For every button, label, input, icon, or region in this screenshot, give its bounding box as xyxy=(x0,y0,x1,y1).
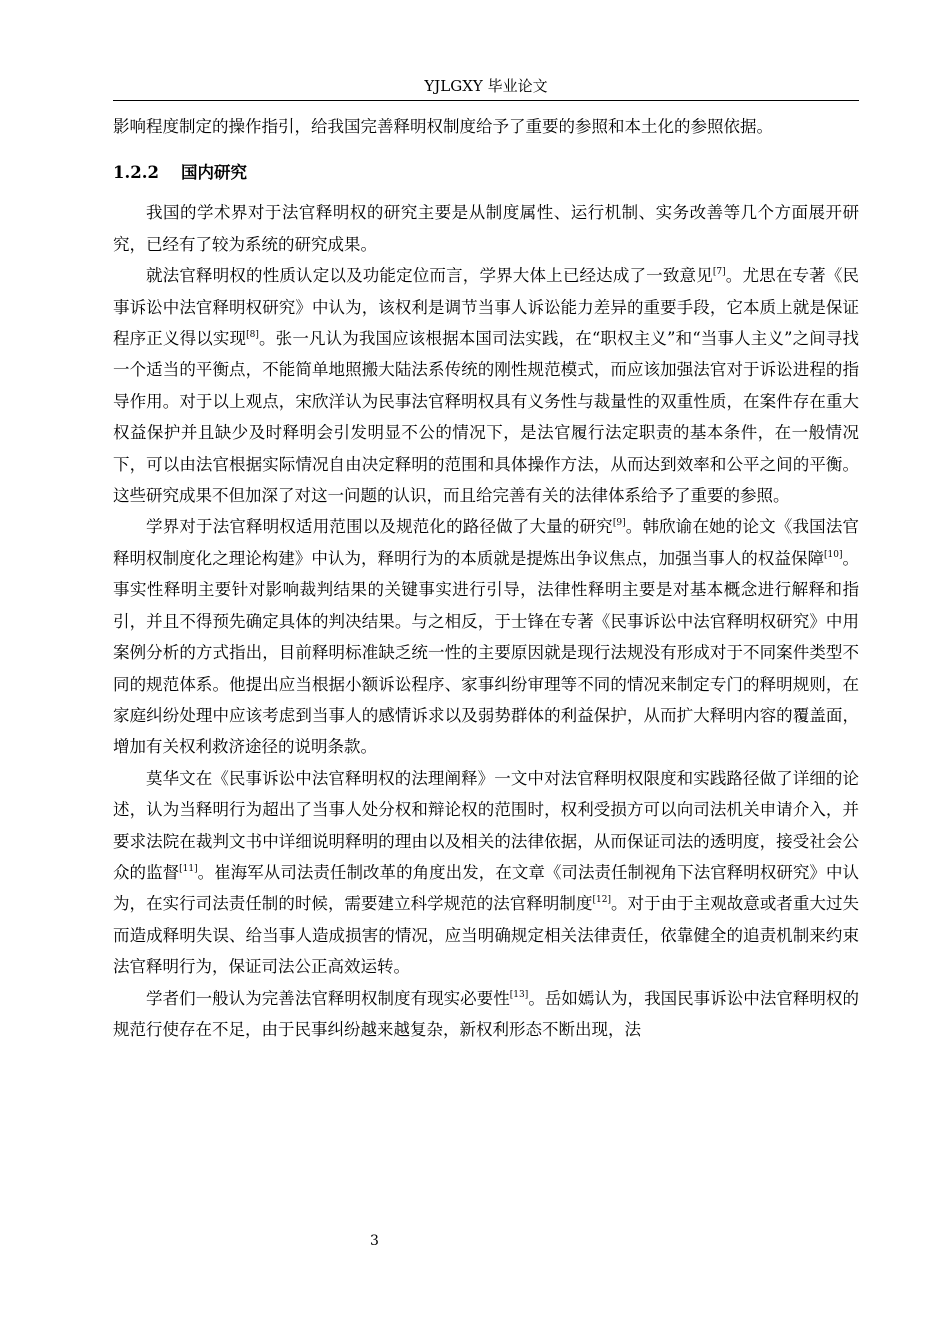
section-title: 国内研究 xyxy=(180,163,247,183)
header-rule xyxy=(113,100,859,101)
page-number: 3 xyxy=(370,1233,379,1249)
paragraph-limits: 莫华文在《民事诉讼中法官释明权的法理阐释》一文中对法官释明权限度和实践路径做了详细的论述，认为当释明行为超出了当事人处分权和辩论权的范围时，权利受损方可以向司法机关申请介入，并要求法院在裁判文书中详细说明释明的理由以及相关的法律依据，从而保证司法的透明度，接受社会公众的监督[11]。崔海军从司法责任制改革的角度出发，在文章《司法责任制视角下法官释明权研究》中认为，在实行司法责任制的时候，需要建立科学规范的法官释明制度[12]。对于由于主观故意或者重大过失而造成释明失误、给当事人造成损害的情况，应当明确规定相关法律责任，依靠健全的追责机制来约束法官释明行为，保证司法公正高效运转。 xyxy=(113,768,860,977)
section-number: 1.2.2 xyxy=(113,163,159,183)
paragraph-overview: 我国的学术界对于法官释明权的研究主要是从制度属性、运行机制、实务改善等几个方面展开研究，已经有了较为系统的研究成果。 xyxy=(113,203,859,254)
paragraph-necessity: 学者们一般认为完善法官释明权制度有现实必要性[13]。岳如嫣认为，我国民事诉讼中法官释明权的规范行使存在不足，由于民事纠纷越来越复杂，新权利形态不断出现，法 xyxy=(113,988,860,1039)
section-heading xyxy=(113,142,859,197)
paragraph-continued: 影响程度制定的操作指引，给我国完善释明权制度给予了重要的参照和本土化的参照依据。 xyxy=(113,117,773,136)
citation-ref: [13] xyxy=(509,989,529,1000)
citation-ref: [7] xyxy=(712,267,726,278)
citation-ref: [11] xyxy=(179,863,198,874)
paragraph-nature: 就法官释明权的性质认定以及功能定位而言，学界大体上已经达成了一致意见[7]。尤思在专著《民事诉讼中法官释明权研究》中认为，该权利是调节当事人诉讼能力差异的重要手段，它本质上就是保证程序正义得以实现[8]。张一凡认为我国应该根据本国司法实践，在“职权主义”和“当事人主义”之间寻找一个适当的平衡点，不能简单地照搬大陆法系传统的刚性规范模式，而应该加强法官对于诉讼进程的指导作用。对于以上观点，宋欣洋认为民事法官释明权具有义务性与裁量性的双重性质，在案件存在重大权益保护并且缺少及时释明会引发明显不公的情况下，是法官履行法定职责的基本条件，在一般情况下，可以由法官根据实际情况自由决定释明的范围和具体操作方法，从而达到效率和公平之间的平衡。这些研究成果不但加深了对这一问题的认识，而且给完善有关的法律体系给予了重要的参照。 xyxy=(113,266,860,506)
body-text xyxy=(113,111,859,1045)
running-header: YJLGXY 毕业论文 xyxy=(424,77,548,95)
citation-ref: [9] xyxy=(612,518,626,529)
citation-ref: [10] xyxy=(823,549,843,560)
citation-ref: [8] xyxy=(246,330,259,341)
paragraph-scope: 学界对于法官释明权适用范围以及规范化的路径做了大量的研究[9]。韩欣谕在她的论文《我国法官释明权制度化之理论构建》中认为，释明行为的本质就是提炼出争议焦点，加强当事人的权益保障[10]。事实性释明主要针对影响裁判结果的关键事实进行引导，法律性释明主要是对基本概念进行解释和指引，并且不得预先确定具体的判决结果。与之相反，于士锋在专著《民事诉讼中法官释明权研究》中用案例分析的方式指出，目前释明标准缺乏统一性的主要原因就是现行法规没有形成对于不同案件类型不同的规范体系。他提出应当根据小额诉讼程序、家事纠纷审理等不同的情况来制定专门的释明规则，在家庭纠纷处理中应该考虑到当事人的感情诉求以及弱势群体的利益保护，从而扩大释明内容的覆盖面，增加有关权利救济途径的说明条款。 xyxy=(113,517,860,757)
citation-ref: [12] xyxy=(592,895,611,906)
